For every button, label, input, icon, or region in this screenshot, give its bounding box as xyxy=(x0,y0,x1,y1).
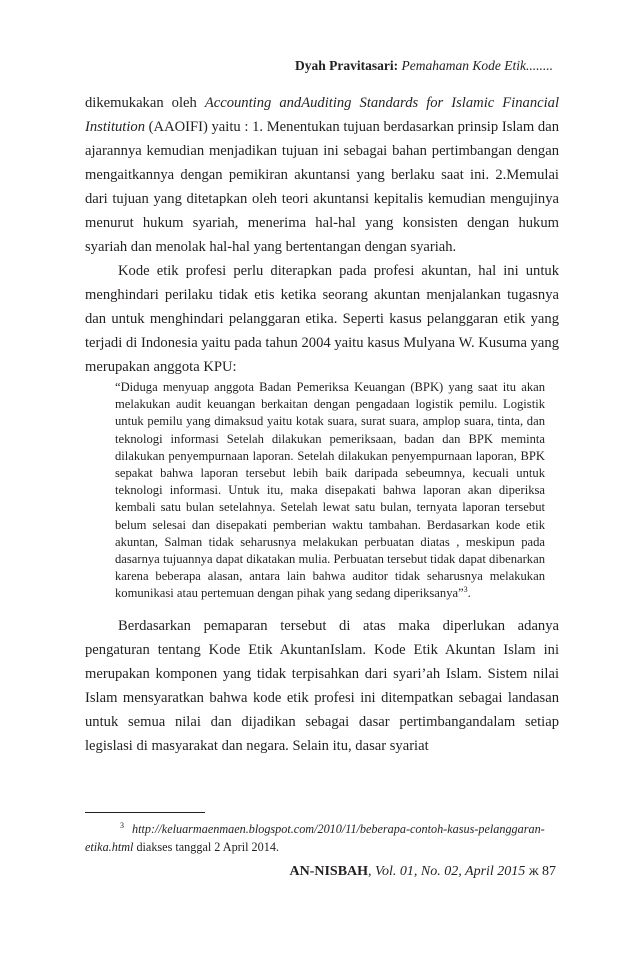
body-text xyxy=(85,91,559,758)
footnote-separator xyxy=(85,812,205,813)
quote-end: . xyxy=(467,586,471,601)
block-quote xyxy=(115,379,545,603)
footnote xyxy=(85,817,559,856)
running-footer xyxy=(289,864,556,880)
footnote-number: 3 xyxy=(120,821,124,830)
paragraph-1 xyxy=(85,91,559,259)
paragraph-1-organization: Accounting andAuditing Standards for Islamic Financial Institution xyxy=(85,95,560,135)
header-author: Dyah Pravitasari: xyxy=(295,58,399,73)
footer-issue: , Vol. 01, No. 02, April 2015 xyxy=(368,864,526,879)
footnote-access-date: diakses tanggal 2 April 2014. xyxy=(133,840,279,855)
footnote-url[interactable]: http://keluarmaenmaen.blogspot.com/2010/11/beberapa-contoh-kasus-pelanggaran-etika.html xyxy=(85,822,545,855)
paragraph-2: Kode etik profesi perlu diterapkan pada profesi akuntan, hal ini untuk menghindari perilaku tidak etis ketika seorang akuntan menjalankan tugasnya dan untuk menghindari pelanggaran etika. Seperti kasus pelanggaran etik yang terjadi di Indonesia yaitu pada tahun 2004 yaitu kasus Mulyana W. Kusuma yang merupakan anggota KPU: xyxy=(85,263,559,375)
page-number: 87 xyxy=(542,864,556,879)
quote-text: “Diduga menyuap anggota Badan Pemeriksa Keuangan (BPK) yang saat itu akan melakukan audit keuangan berkaitan dengan pengadaan logistik pemilu. Logistik untuk pemilu yang dimaksud yaitu kotak suara, surat suara, amplop suara, tinta, dan teknologi informasi Setelah dilakukan pemeriksaan, badan dan BPK meminta dilakukan penyempurnaan laporan. Setelah dilakukan penyempurnaan laporan, BPK sepakat bahwa laporan tersebut lebih baik daripada sebeumnya, kecuali untuk teknologi informasi. Untuk itu, maka disepakati bahwa laporan akan diperiksa kembali satu bulan setelahnya. Setelah lewat satu bulan, ternyata laporan tersebut belum selesai dan disepakati pemberian waktu tambahan. Berdasarkan kode etik akuntan, Salman tidak seharusnya melakukan perbuatan diatas , meskipun pada dasarnya tujuannya dapat dikatakan mulia. Perbuatan tersebut tidak dapat dibenarkan karena beberapa alasan, antara lain bahwa auditor tidak seharusnya melakukan komunikasi atau pertemuan dengan pihak yang sedang diperiksanya” xyxy=(115,380,545,601)
paragraph-1-lead: dikemukakan oleh xyxy=(85,95,205,111)
paragraph-1-rest: (AAOIFI) yaitu : 1. Menentukan tujuan berdasarkan prinsip Islam dan ajarannya kemudian menjadikan tujuan ini sebagai bahan pertimbangan dengan mengaitkannya dengan pemikiran akuntansi yang berlaku saat ini. 2.Memulai dari tujuan yang ditetapkan oleh teori akuntansi kepitalis kemudian mengujinya menurut hukum syariah, menerima hal-hal yang konsisten dengan hukum syariah dan menolak hal-hal yang bertentangan dengan syariah. xyxy=(85,119,559,255)
header-title: Pemahaman Kode Etik........ xyxy=(401,58,553,73)
footnote-reference[interactable]: 3 xyxy=(463,585,468,595)
footer-journal: AN-NISBAH xyxy=(289,864,369,879)
footer-separator: ж xyxy=(525,864,542,879)
paragraph-3: Berdasarkan pemaparan tersebut di atas maka diperlukan adanya pengaturan tentang Kode Etik AkuntanIslam. Kode Etik Akuntan Islam ini merupakan komponen yang tidak terpisahkan dari syari’ah Islam. Sistem nilai Islam mensyaratkan bahwa kode etik profesi ini ditempatkan sebagai landasan untuk semua nilai dan dijadikan sebagai dasar pertimbangandalam setiap legislasi di masyarakat dan negara. Selain itu, dasar syariat xyxy=(85,617,559,754)
running-header xyxy=(295,58,553,74)
